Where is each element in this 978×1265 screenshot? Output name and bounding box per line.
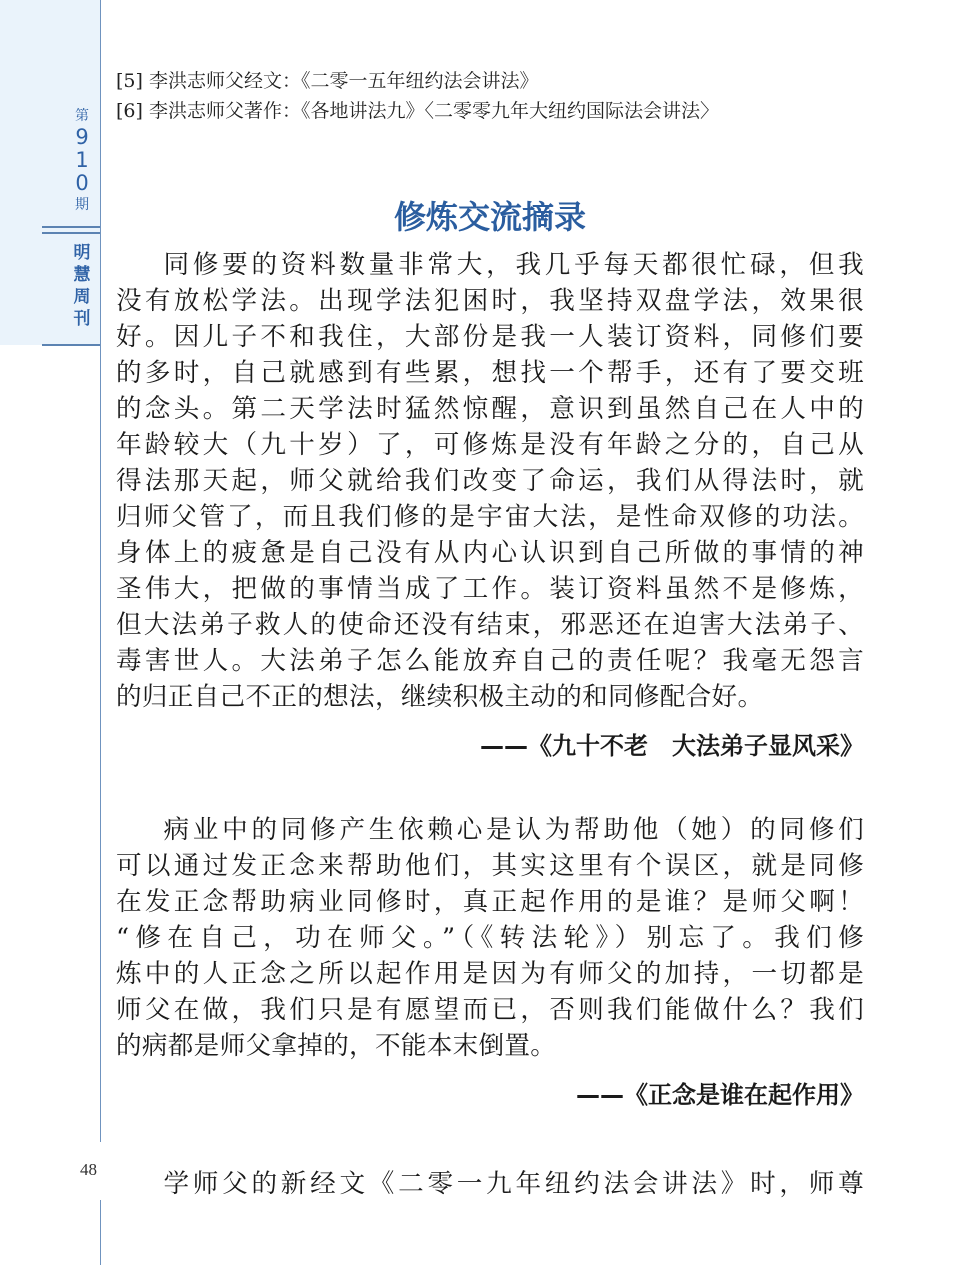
excerpt-line: 师父在做，我们只是有愿望而已，否则我们能做什么？我们 xyxy=(116,995,864,1025)
journal-char: 慧 xyxy=(73,265,91,285)
excerpt-line: 身体上的疲惫是自己没有从内心认识到自己所做的事情的神 xyxy=(116,538,864,568)
excerpt-2 xyxy=(116,812,864,1064)
journal-char: 周 xyxy=(73,287,91,307)
sidebar-divider-top-2 xyxy=(42,232,100,234)
excerpt-line: 好。因儿子不和我住，大部份是我一人装订资料，同修们要 xyxy=(116,322,864,352)
page-number: 48 xyxy=(80,1160,97,1179)
sidebar xyxy=(0,0,101,1265)
excerpt-line: 年龄较大（九十岁）了，可修炼是没有年龄之分的，自己从 xyxy=(116,430,864,460)
excerpt-line: 炼中的人正念之所以起作用是因为有师父的加持，一切都是 xyxy=(116,959,864,989)
excerpt-line: 但大法弟子救人的使命还没有结束，邪恶还在迫害大法弟子、 xyxy=(116,610,864,640)
sidebar-divider-bottom xyxy=(42,344,100,346)
excerpt-line: 病业中的同修产生依赖心是认为帮助他（她）的同修们 xyxy=(160,815,864,845)
excerpt-line: 的归正自己不正的想法，继续积极主动的和同修配合好。 xyxy=(116,682,764,712)
excerpt-line: 的念头。第二天学法时猛然惊醒，意识到虽然自己在人中的 xyxy=(116,394,864,424)
excerpt-line: 同修要的资料数量非常大，我几乎每天都很忙碌，但我 xyxy=(160,250,864,280)
issue-digit: 9 xyxy=(75,125,89,149)
issue-digit: 0 xyxy=(75,171,89,195)
journal-char: 刊 xyxy=(73,309,91,329)
sidebar-divider-top xyxy=(42,226,100,228)
excerpt-line: 归师父管了，而且我们修的是宇宙大法，是性命双修的功法。 xyxy=(116,502,864,532)
journal-char: 明 xyxy=(73,243,91,263)
excerpt-line: 得法那天起，师父就给我们改变了命运，我们从得法时，就 xyxy=(116,466,864,496)
excerpt-line: 毒害世人。大法弟子怎么能放弃自己的责任呢？我毫无怨言 xyxy=(116,646,864,676)
excerpt-line: 在发正念帮助病业同修时，真正起作用的是谁？是师父啊！ xyxy=(116,887,864,917)
issue-prefix: 第 xyxy=(75,108,89,124)
issue-suffix: 期 xyxy=(75,197,89,213)
excerpt-line: 可以通过发正念来帮助他们，其实这里有个误区，就是同修 xyxy=(116,851,864,881)
issue-digit: 1 xyxy=(75,148,89,172)
excerpt-1 xyxy=(116,247,864,715)
reference-item: [6] 李洪志师父著作：《各地讲法九》〈二零零九年大纽约国际法会讲法〉 xyxy=(116,100,719,122)
excerpt-3 xyxy=(116,1166,864,1202)
excerpt-line: 没有放松学法。出现学法犯困时，我坚持双盘学法，效果很 xyxy=(116,286,864,316)
excerpt-source: ——《正念是谁在起作用》 xyxy=(576,1081,864,1109)
excerpt-line: “修在自己，功在师父。”（《转法轮》）别忘了。我们修 xyxy=(116,923,864,953)
margin-rule xyxy=(100,0,101,1265)
excerpt-line: 圣伟大，把做的事情当成了工作。装订资料虽然不是修炼， xyxy=(116,574,864,604)
excerpt-line: 的病都是师父拿掉的，不能本末倒置。 xyxy=(116,1031,557,1061)
reference-item: [5] 李洪志师父经文：《二零一五年纽约法会讲法》 xyxy=(116,70,539,92)
excerpt-line: 学师父的新经文《二零一九年纽约法会讲法》时，师尊 xyxy=(160,1169,864,1199)
journal-name xyxy=(64,242,100,330)
section-title: 修炼交流摘录 xyxy=(393,198,586,236)
excerpt-source: ——《九十不老 大法弟子显风采》 xyxy=(480,732,864,760)
excerpt-line: 的多时，自己就感到有些累，想找一个帮手，还有了要交班 xyxy=(116,358,864,388)
issue-number xyxy=(66,106,98,215)
references xyxy=(116,66,876,126)
